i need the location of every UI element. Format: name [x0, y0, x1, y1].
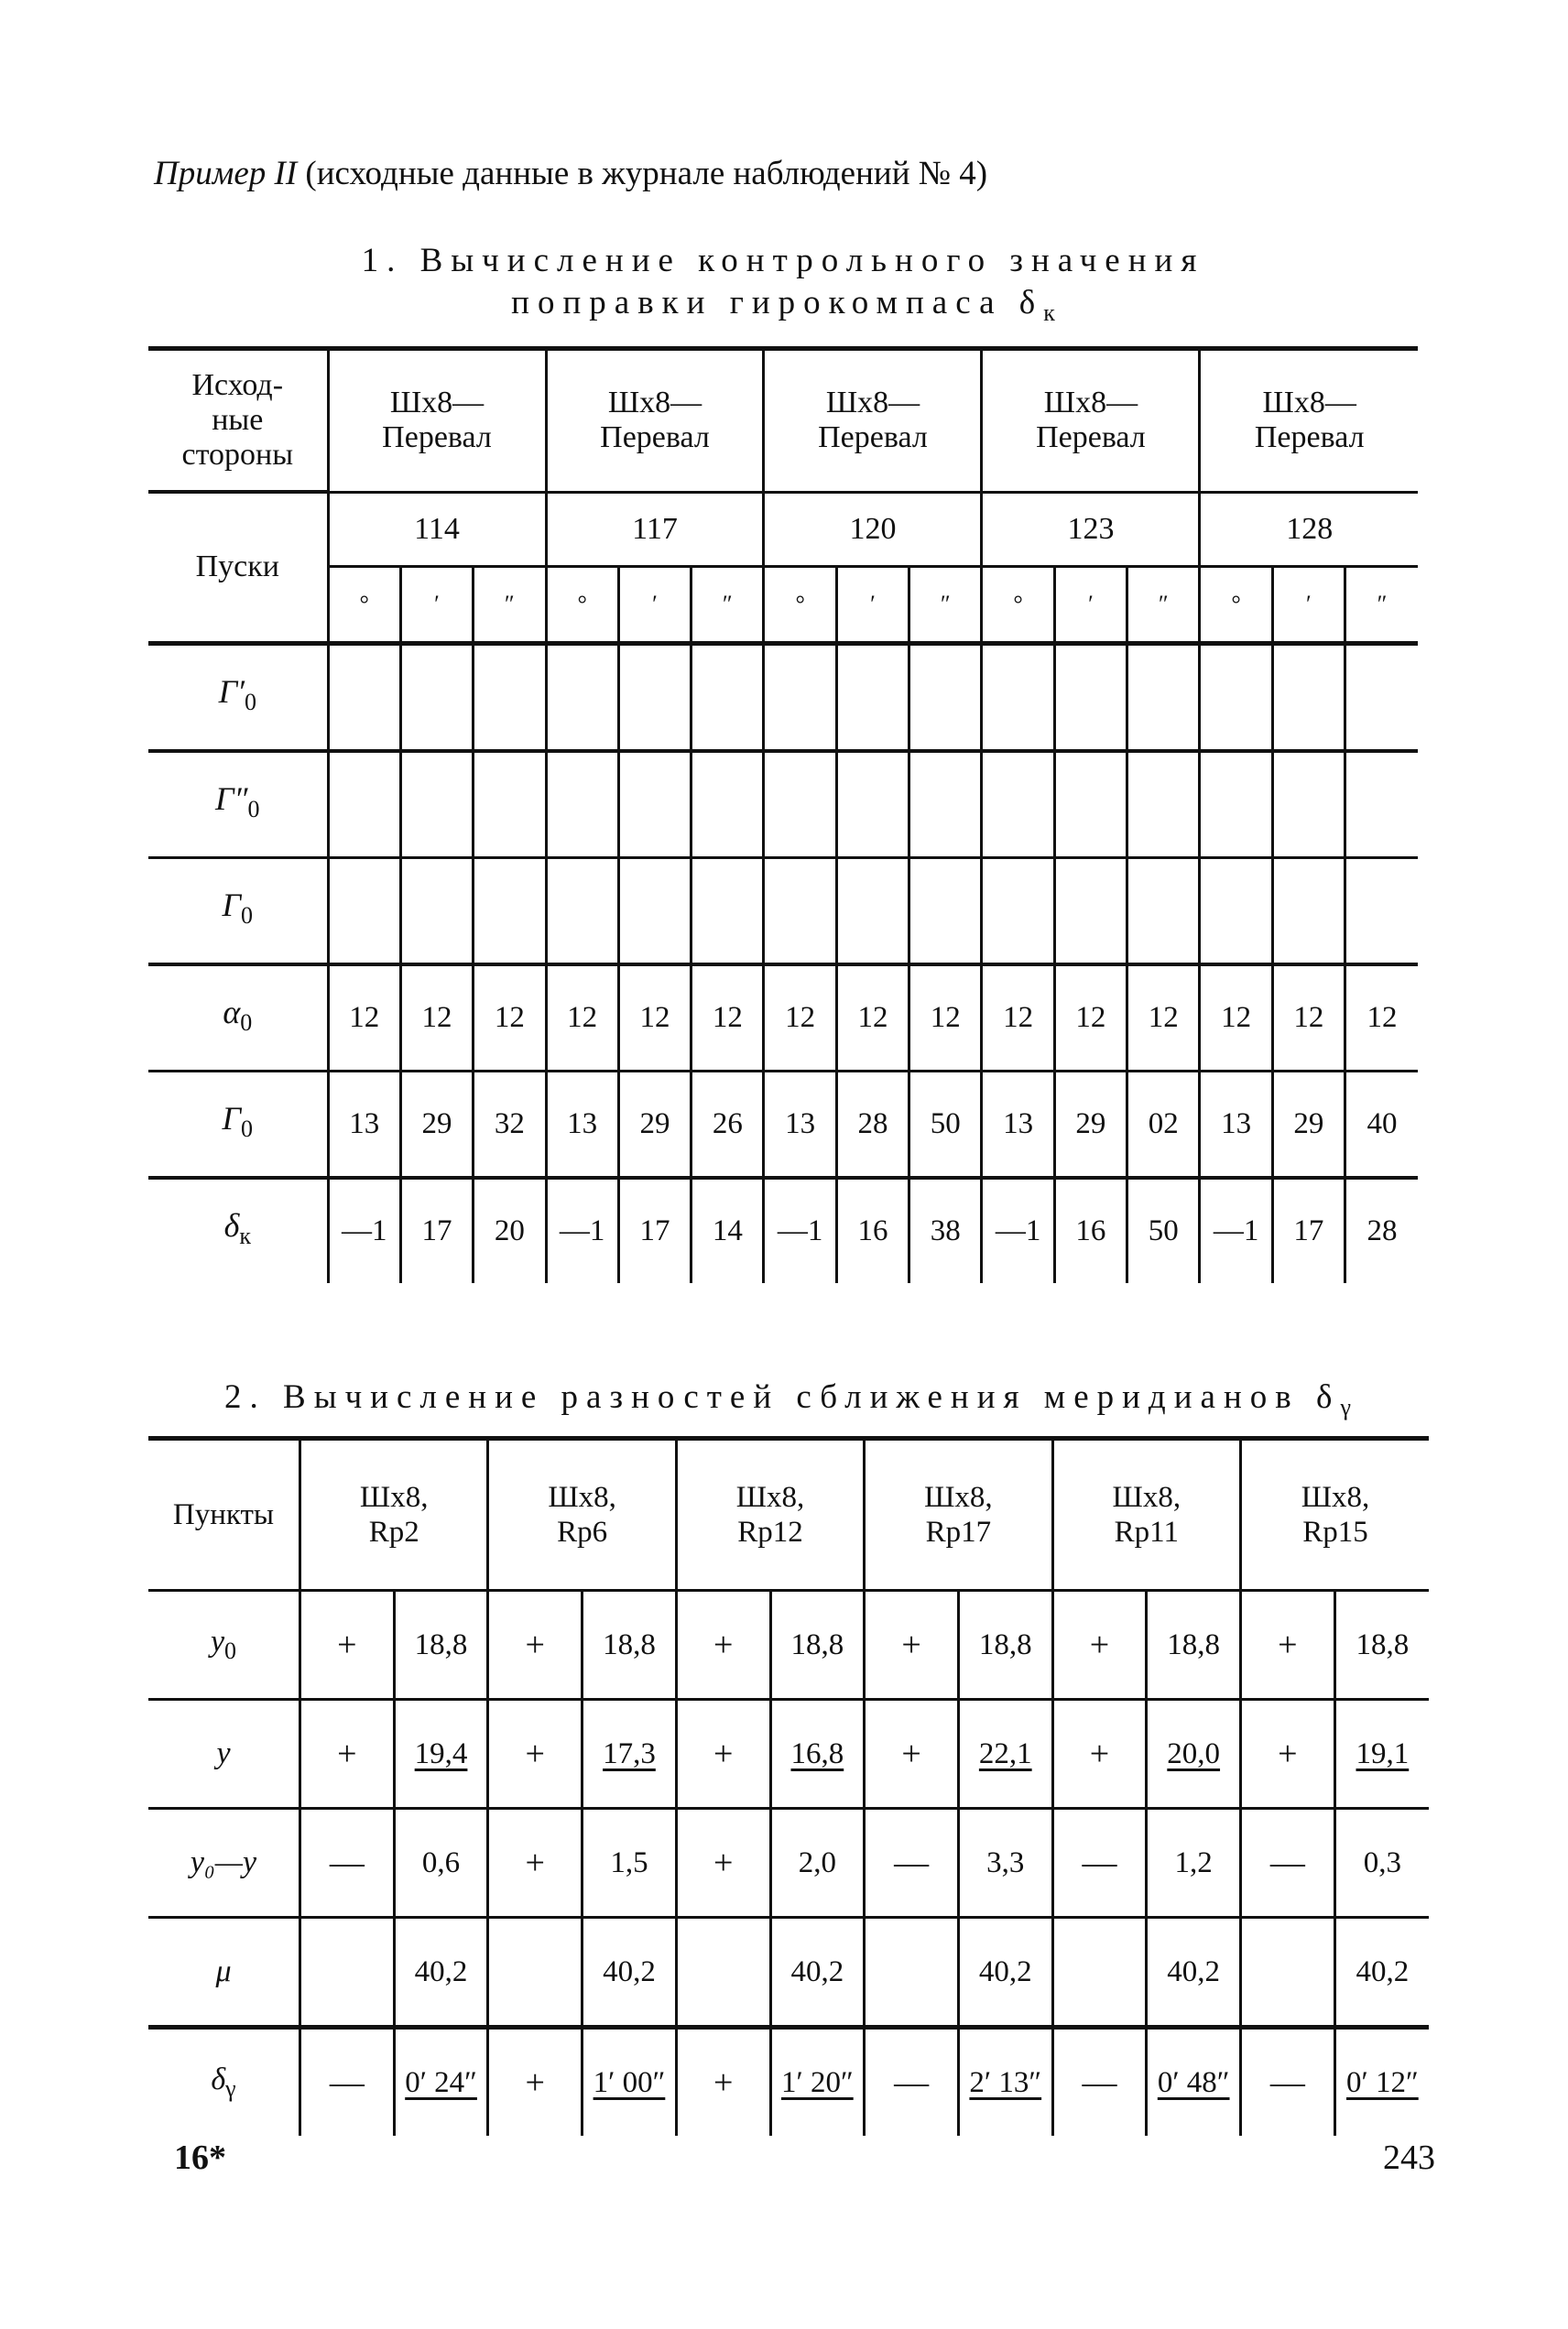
point-header: Шх8, Rp2 — [300, 1439, 488, 1591]
unit-cell: ″ — [474, 566, 546, 643]
value-cell — [836, 857, 909, 964]
value-cell: 13 — [982, 1071, 1054, 1178]
unit-cell: ° — [546, 566, 618, 643]
row-label-sub: 0 — [240, 1009, 253, 1036]
value-cell: —1 — [1200, 1178, 1272, 1283]
value-cell — [1200, 857, 1272, 964]
value-cell: 32 — [474, 1071, 546, 1178]
value-cell: —1 — [546, 1178, 618, 1283]
value-cell — [982, 751, 1054, 858]
section2-title-sub: γ — [1340, 1394, 1351, 1420]
value-text: 0′ 48″ — [1157, 2065, 1230, 2099]
value-cell: 17 — [1272, 1178, 1345, 1283]
section1-title — [147, 240, 1420, 334]
row-label — [148, 2028, 300, 2137]
value-cell — [474, 857, 546, 964]
value-text: 40,2 — [1356, 1954, 1410, 1988]
value-cell — [1054, 857, 1127, 964]
sign-cell: + — [865, 1591, 959, 1700]
value-cell — [1272, 857, 1345, 964]
value-cell — [1147, 2028, 1241, 2137]
value-cell — [982, 857, 1054, 964]
value-cell: 12 — [1200, 964, 1272, 1072]
section1-title-line2-wrap — [147, 282, 1420, 334]
value-cell — [909, 857, 982, 964]
value-cell: 26 — [691, 1071, 764, 1178]
sign-cell: + — [300, 1591, 395, 1700]
row-label-symbol: Г — [222, 887, 242, 923]
station-header: Шх8— Перевал — [764, 349, 982, 493]
value-cell — [1345, 643, 1418, 751]
value-cell — [394, 1700, 488, 1809]
value-cell: 50 — [909, 1071, 982, 1178]
sign-cell — [865, 1918, 959, 2028]
example-heading — [154, 154, 987, 193]
run-number: 123 — [982, 492, 1200, 566]
row-label-symbol: Г″ — [215, 780, 248, 817]
unit-cell: ° — [982, 566, 1054, 643]
station-header: Шх8— Перевал — [546, 349, 764, 493]
value-cell: 17 — [618, 1178, 691, 1283]
points-label: Пункты — [148, 1439, 300, 1591]
value-cell — [958, 1918, 1052, 2028]
value-cell: 29 — [618, 1071, 691, 1178]
value-cell — [1334, 1918, 1429, 2028]
value-text: 3,3 — [986, 1845, 1025, 1879]
value-text: 0′ 24″ — [405, 2065, 477, 2099]
value-cell: 29 — [400, 1071, 473, 1178]
value-text: 40,2 — [603, 1954, 656, 1988]
unit-cell: ° — [764, 566, 836, 643]
data-row — [148, 857, 1418, 964]
sign-cell: + — [300, 1700, 395, 1809]
value-cell: 14 — [691, 1178, 764, 1283]
value-cell — [982, 643, 1054, 751]
sign-cell: — — [1052, 1809, 1147, 1918]
page-number: 243 — [1383, 2139, 1435, 2177]
value-text: 18,8 — [1167, 1627, 1221, 1661]
value-cell — [958, 2028, 1052, 2137]
value-cell — [583, 1918, 677, 2028]
sign-cell — [1241, 1918, 1335, 2028]
sign-cell: + — [676, 1591, 770, 1700]
value-cell — [328, 857, 400, 964]
value-cell — [1127, 643, 1200, 751]
value-cell — [770, 1591, 865, 1700]
sign-cell — [1052, 1918, 1147, 2028]
point-header: Шх8, Rp15 — [1241, 1439, 1429, 1591]
unit-cell: ° — [1200, 566, 1272, 643]
row-label-sub: 0 — [224, 1638, 237, 1664]
value-text: 18,8 — [978, 1627, 1032, 1661]
value-cell — [1272, 643, 1345, 751]
runs-row — [148, 492, 1418, 566]
sign-cell — [488, 1918, 583, 2028]
value-cell — [1272, 751, 1345, 858]
value-cell — [836, 751, 909, 858]
value-cell — [618, 643, 691, 751]
example-source: (исходные данные в журнале наблюдений № 4) — [305, 155, 988, 192]
section1-title-sub: к — [1043, 299, 1055, 326]
value-cell — [583, 1809, 677, 1918]
value-cell — [583, 1591, 677, 1700]
row-label-symbol: y — [216, 1736, 231, 1770]
value-cell — [1127, 751, 1200, 858]
value-cell: 50 — [1127, 1178, 1200, 1283]
unit-cell: ′ — [400, 566, 473, 643]
value-cell — [394, 2028, 488, 2137]
value-cell — [400, 751, 473, 858]
section1-title-line1: 1. Вычисление контрольного значения — [361, 242, 1205, 279]
value-text: 19,1 — [1356, 1736, 1410, 1770]
sign-cell: + — [1052, 1591, 1147, 1700]
sign-cell — [676, 1918, 770, 2028]
data-row — [148, 964, 1418, 1072]
value-cell — [546, 643, 618, 751]
value-cell — [1127, 857, 1200, 964]
value-cell: 13 — [1200, 1071, 1272, 1178]
value-text: 1,2 — [1174, 1845, 1213, 1879]
run-number: 114 — [328, 492, 546, 566]
value-cell — [691, 751, 764, 858]
value-cell — [958, 1809, 1052, 1918]
value-cell: 40 — [1345, 1071, 1418, 1178]
value-cell — [1334, 1591, 1429, 1700]
value-cell — [394, 1591, 488, 1700]
row-label-symbol: Г — [222, 1100, 242, 1137]
data-row — [148, 1918, 1429, 2028]
row-label — [148, 1918, 300, 2028]
value-cell — [836, 643, 909, 751]
value-text: 40,2 — [1167, 1954, 1221, 1988]
value-cell: 12 — [909, 964, 982, 1072]
value-cell: 12 — [618, 964, 691, 1072]
value-cell — [691, 643, 764, 751]
value-cell: 28 — [1345, 1178, 1418, 1283]
row-label-sub: 0 — [244, 689, 256, 715]
value-cell — [394, 1918, 488, 2028]
value-cell — [958, 1591, 1052, 1700]
value-cell: 12 — [1054, 964, 1127, 1072]
value-cell — [1200, 751, 1272, 858]
value-cell: 12 — [1272, 964, 1345, 1072]
point-header: Шх8, Rp12 — [676, 1439, 864, 1591]
units-row — [148, 566, 1418, 643]
value-cell — [764, 643, 836, 751]
section2-title — [147, 1377, 1429, 1421]
sign-cell: — — [1241, 1809, 1335, 1918]
value-cell: 02 — [1127, 1071, 1200, 1178]
row-label-symbol: δ — [223, 1207, 240, 1244]
row-label-sub: 0 — [241, 1116, 254, 1142]
header-row — [148, 349, 1418, 493]
row-label-symbol: Г′ — [218, 673, 245, 710]
side-header: Исход- ные стороны — [148, 349, 328, 493]
sign-cell: + — [1241, 1700, 1335, 1809]
value-cell — [764, 751, 836, 858]
run-number: 117 — [546, 492, 764, 566]
value-cell: 28 — [836, 1071, 909, 1178]
data-row — [148, 2028, 1429, 2137]
value-text: 40,2 — [414, 1954, 468, 1988]
row-label — [148, 1700, 300, 1809]
row-label — [148, 1809, 300, 1918]
value-cell: 12 — [1345, 964, 1418, 1072]
data-row — [148, 751, 1418, 858]
row-label-symbol: α — [223, 994, 241, 1030]
data-row — [148, 1591, 1429, 1700]
value-cell: 17 — [400, 1178, 473, 1283]
value-text: 22,1 — [978, 1736, 1032, 1770]
value-cell — [1147, 1918, 1241, 2028]
value-cell — [474, 643, 546, 751]
value-cell — [1334, 1700, 1429, 1809]
value-cell: —1 — [764, 1178, 836, 1283]
value-cell — [1054, 643, 1127, 751]
value-cell: 16 — [836, 1178, 909, 1283]
sign-cell: + — [676, 1809, 770, 1918]
sign-cell: — — [1052, 2028, 1147, 2137]
unit-cell: ′ — [836, 566, 909, 643]
value-cell — [328, 643, 400, 751]
row-label-sub: γ — [225, 2075, 236, 2102]
point-header: Шх8, Rp6 — [488, 1439, 676, 1591]
unit-cell: ′ — [618, 566, 691, 643]
value-cell — [909, 643, 982, 751]
value-text: 17,3 — [603, 1736, 656, 1770]
value-cell — [1147, 1700, 1241, 1809]
sign-cell: + — [676, 2028, 770, 2137]
sign-cell: + — [1052, 1700, 1147, 1809]
data-row — [148, 1700, 1429, 1809]
value-cell — [770, 1918, 865, 2028]
sign-cell: + — [488, 1591, 583, 1700]
unit-cell: ′ — [1272, 566, 1345, 643]
value-cell — [770, 1809, 865, 1918]
value-cell: 12 — [328, 964, 400, 1072]
value-text: 16,8 — [790, 1736, 844, 1770]
unit-cell: ″ — [691, 566, 764, 643]
value-cell — [958, 1700, 1052, 1809]
data-row — [148, 643, 1418, 751]
value-cell: 12 — [1127, 964, 1200, 1072]
value-text: 1′ 20″ — [781, 2065, 854, 2099]
row-label-symbol: μ — [215, 1954, 232, 1988]
runs-label: Пуски — [148, 492, 328, 643]
value-cell — [1147, 1809, 1241, 1918]
section1-title-line2: поправки гирокомпаса δ — [511, 284, 1044, 321]
value-cell — [691, 857, 764, 964]
value-cell — [764, 857, 836, 964]
value-text: 20,0 — [1167, 1736, 1221, 1770]
value-cell — [474, 751, 546, 858]
station-header: Шх8— Перевал — [1200, 349, 1418, 493]
sign-cell: — — [300, 1809, 395, 1918]
point-header: Шх8, Rp17 — [865, 1439, 1052, 1591]
value-cell — [328, 751, 400, 858]
row-label — [148, 964, 328, 1072]
value-cell — [400, 857, 473, 964]
value-cell: 12 — [836, 964, 909, 1072]
value-cell: 12 — [982, 964, 1054, 1072]
value-text: 18,8 — [790, 1627, 844, 1661]
value-cell: 13 — [764, 1071, 836, 1178]
unit-cell: ″ — [1345, 566, 1418, 643]
value-cell — [583, 2028, 677, 2137]
value-cell: —1 — [328, 1178, 400, 1283]
value-cell — [546, 751, 618, 858]
value-cell — [770, 1700, 865, 1809]
value-text: 1′ 00″ — [593, 2065, 666, 2099]
value-text: 2,0 — [798, 1845, 836, 1879]
value-cell: 12 — [546, 964, 618, 1072]
run-number: 120 — [764, 492, 982, 566]
value-cell: 38 — [909, 1178, 982, 1283]
value-cell — [1334, 2028, 1429, 2137]
value-text: 40,2 — [978, 1954, 1032, 1988]
value-cell — [909, 751, 982, 858]
value-text: 19,4 — [414, 1736, 468, 1770]
value-text: 18,8 — [603, 1627, 656, 1661]
sign-cell: + — [488, 1809, 583, 1918]
sign-cell: — — [865, 2028, 959, 2137]
value-text: 0,6 — [421, 1845, 461, 1879]
value-cell — [618, 857, 691, 964]
value-text: 0,3 — [1363, 1845, 1401, 1879]
value-cell: —1 — [982, 1178, 1054, 1283]
value-cell: 12 — [400, 964, 473, 1072]
value-cell — [770, 2028, 865, 2137]
value-cell — [546, 857, 618, 964]
data-row — [148, 1071, 1418, 1178]
value-text: 0′ 12″ — [1346, 2065, 1419, 2099]
section2-title-text: 2. Вычисление разностей сближения меридианов δ — [224, 1378, 1341, 1416]
sign-cell: + — [488, 1700, 583, 1809]
value-cell — [1345, 857, 1418, 964]
value-cell — [1200, 643, 1272, 751]
sign-cell — [300, 1918, 395, 2028]
header-row — [148, 1439, 1429, 1591]
run-number: 128 — [1200, 492, 1418, 566]
gyrocompass-correction-table — [148, 346, 1418, 1283]
value-text: 18,8 — [414, 1627, 468, 1661]
value-cell: 12 — [474, 964, 546, 1072]
value-cell: 29 — [1054, 1071, 1127, 1178]
row-label-symbol: δ — [211, 2062, 226, 2096]
value-text: 1,5 — [610, 1845, 648, 1879]
unit-cell: ″ — [909, 566, 982, 643]
value-cell: 13 — [328, 1071, 400, 1178]
point-header: Шх8, Rp11 — [1052, 1439, 1240, 1591]
row-label-sub: 0 — [247, 796, 260, 822]
station-header: Шх8— Перевал — [328, 349, 546, 493]
value-cell: 16 — [1054, 1178, 1127, 1283]
value-text: 18,8 — [1356, 1627, 1410, 1661]
value-cell — [1345, 751, 1418, 858]
row-label — [148, 1178, 328, 1283]
value-text: 40,2 — [790, 1954, 844, 1988]
value-cell — [1147, 1591, 1241, 1700]
unit-cell: ′ — [1054, 566, 1127, 643]
row-label — [148, 751, 328, 858]
sign-cell: — — [865, 1809, 959, 1918]
unit-cell: ° — [328, 566, 400, 643]
row-label — [148, 643, 328, 751]
row-label-symbol: y — [210, 1625, 225, 1659]
row-label — [148, 1071, 328, 1178]
value-cell: 12 — [691, 964, 764, 1072]
row-label — [148, 857, 328, 964]
value-cell — [1054, 751, 1127, 858]
value-cell — [618, 751, 691, 858]
sign-cell: + — [1241, 1591, 1335, 1700]
value-cell — [394, 1809, 488, 1918]
data-row — [148, 1178, 1418, 1283]
value-cell — [400, 643, 473, 751]
row-label-sub: к — [239, 1223, 251, 1249]
sign-cell: + — [488, 2028, 583, 2137]
value-cell: 20 — [474, 1178, 546, 1283]
row-label — [148, 1591, 300, 1700]
value-cell — [583, 1700, 677, 1809]
data-row — [148, 1809, 1429, 1918]
sign-cell: + — [676, 1700, 770, 1809]
signature-mark: 16* — [174, 2139, 226, 2177]
row-label-sub: 0 — [241, 902, 254, 929]
value-cell: 29 — [1272, 1071, 1345, 1178]
value-cell: 12 — [764, 964, 836, 1072]
value-text: 2′ 13″ — [969, 2065, 1042, 2099]
station-header: Шх8— Перевал — [982, 349, 1200, 493]
example-label: Пример II — [154, 155, 298, 192]
sign-cell: — — [1241, 2028, 1335, 2137]
sign-cell: + — [865, 1700, 959, 1809]
row-label-symbol: y₀—y — [190, 1845, 257, 1879]
value-cell — [1334, 1809, 1429, 1918]
value-cell: 13 — [546, 1071, 618, 1178]
sign-cell: — — [300, 2028, 395, 2137]
meridian-convergence-table — [148, 1436, 1429, 2136]
unit-cell: ″ — [1127, 566, 1200, 643]
